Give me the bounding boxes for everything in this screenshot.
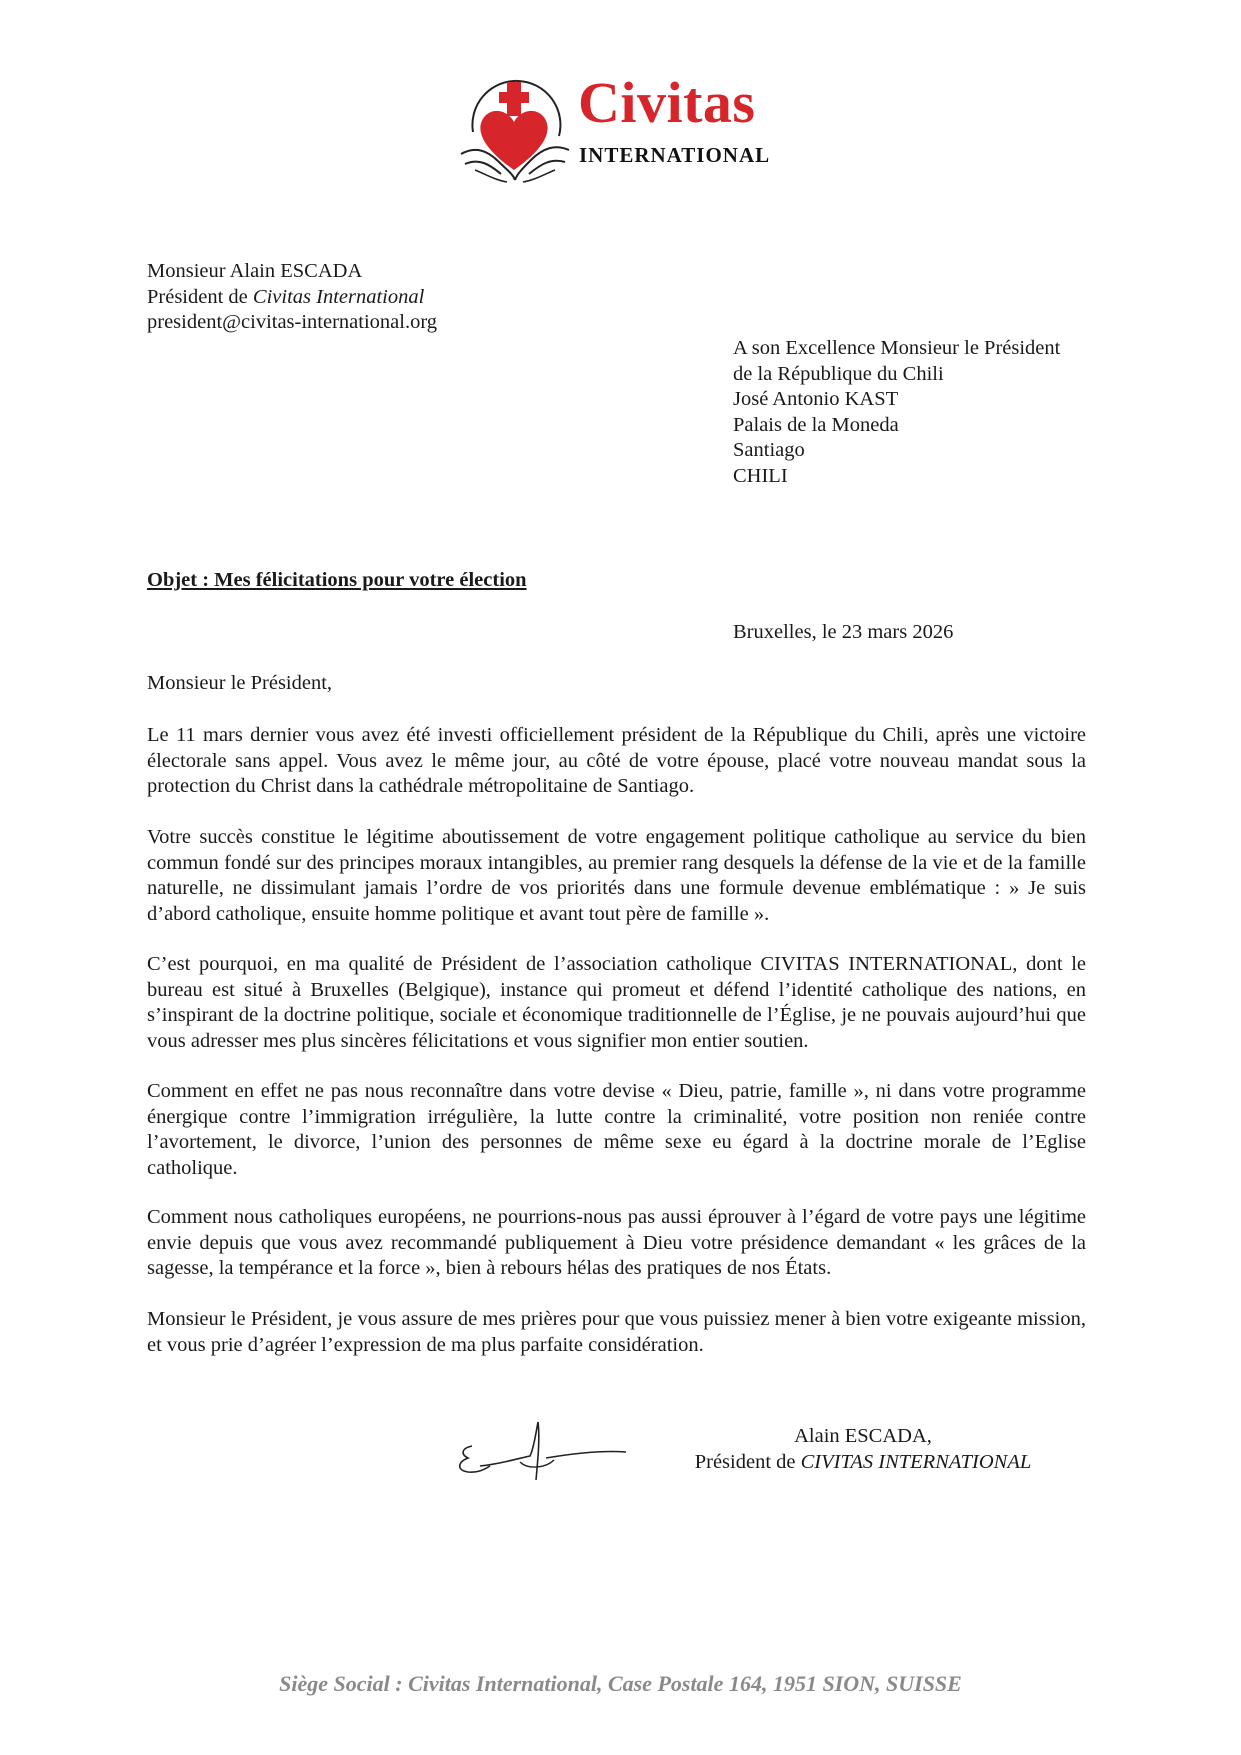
recipient-country: CHILI [733,464,788,487]
signature-org: CIVITAS INTERNATIONAL [800,1450,1032,1473]
body-paragraph: Monsieur le Président, je vous assure de mes prières pour que vous puissiez mener à bien votre exigeante mission, et vous prie d’agréer l’expression de ma plus parfaite considération. [147,1308,1086,1356]
sender-org: Civitas International [252,285,425,308]
signature-block [663,1424,1063,1475]
body-paragraph: Comment nous catholiques européens, ne pourrions-nous pas aussi éprouver à l’égard de votre pays une légitime envie depuis que vous avez recommandé publiquement à Dieu votre présidence demandant « les grâces de la sagesse, la tempérance et la force », bien à rebours hélas des pratiques de nos États. [147,1206,1086,1279]
body-paragraph: Comment en effet ne pas nous reconnaître dans votre devise « Dieu, patrie, famille », ni dans votre programme énergique contre l’immigration irrégulière, la lutte contre la criminalité, votre position non reniée contre l’avortement, le divorce, l’union des personnes de même sexe eu égard à la doctrine morale de l’Eglise catholique. [147,1080,1086,1179]
sender-name: Monsieur Alain ESCADA [147,260,363,282]
recipient-city: Santiago [733,439,805,461]
letter-subject: Objet : Mes félicitations pour votre élection [147,569,527,591]
recipient-line: Palais de la Moneda [733,413,899,436]
sender-block [147,259,437,336]
signature-title-prefix: Président de [694,1450,801,1473]
letter-date: Bruxelles, le 23 mars 2026 [733,621,954,643]
handwritten-signature-icon [450,1418,630,1490]
logo-subtitle: INTERNATIONAL [579,143,771,167]
recipient-line: de la République du Chili [733,362,944,385]
signature-name: Alain ESCADA, [794,1425,932,1447]
body-paragraph: Votre succès constitue le légitime aboutissement de votre engagement politique catholique au service du bien commun fondé sur des principes moraux intangibles, au premier rang desquels la défense de la vie et de la famille naturelle, ne dissimulant jamais l’ordre de vos priorités dans une formule devenue emblématique : » Je suis d’abord catholique, ensuite homme politique et avant tout père de famille ». [147,826,1086,925]
recipient-block [733,336,1060,489]
sender-title-prefix: Président de [147,285,253,308]
recipient-line: A son Excellence Monsieur le Président [733,337,1061,359]
letterhead-logo [455,70,795,188]
sender-title [147,285,437,311]
recipient-name: José Antonio KAST [733,388,899,410]
footer-address: Siège Social : Civitas International, Case Postale 164, 1951 SION, SUISSE [279,1671,962,1696]
signature-title [663,1450,1063,1476]
heart-cross-hands-icon [455,70,575,188]
salutation: Monsieur le Président, [147,672,333,694]
body-paragraph: Le 11 mars dernier vous avez été investi officiellement président de la République du Chili, après une victoire électorale sans appel. Vous avez le même jour, au côté de votre épouse, placé votre nouveau mandat sous la protection du Christ dans la cathédrale métropolitaine de Santiago. [147,724,1086,797]
logo-name: Civitas [578,70,756,135]
body-paragraph: C’est pourquoi, en ma qualité de Président de l’association catholique CIVITAS INTERNATIONAL, dont le bureau est situé à Bruxelles (Belgique), instance qui promeut et défend l’identité catholique des nations, en s’inspirant de la doctrine politique, sociale et économique traditionnelle de l’Église, je ne pouvais aujourd’hui que vous adresser mes plus sincères félicitations et vous signifier mon entier soutien. [147,953,1086,1052]
sender-email: president@civitas-international.org [147,311,438,333]
